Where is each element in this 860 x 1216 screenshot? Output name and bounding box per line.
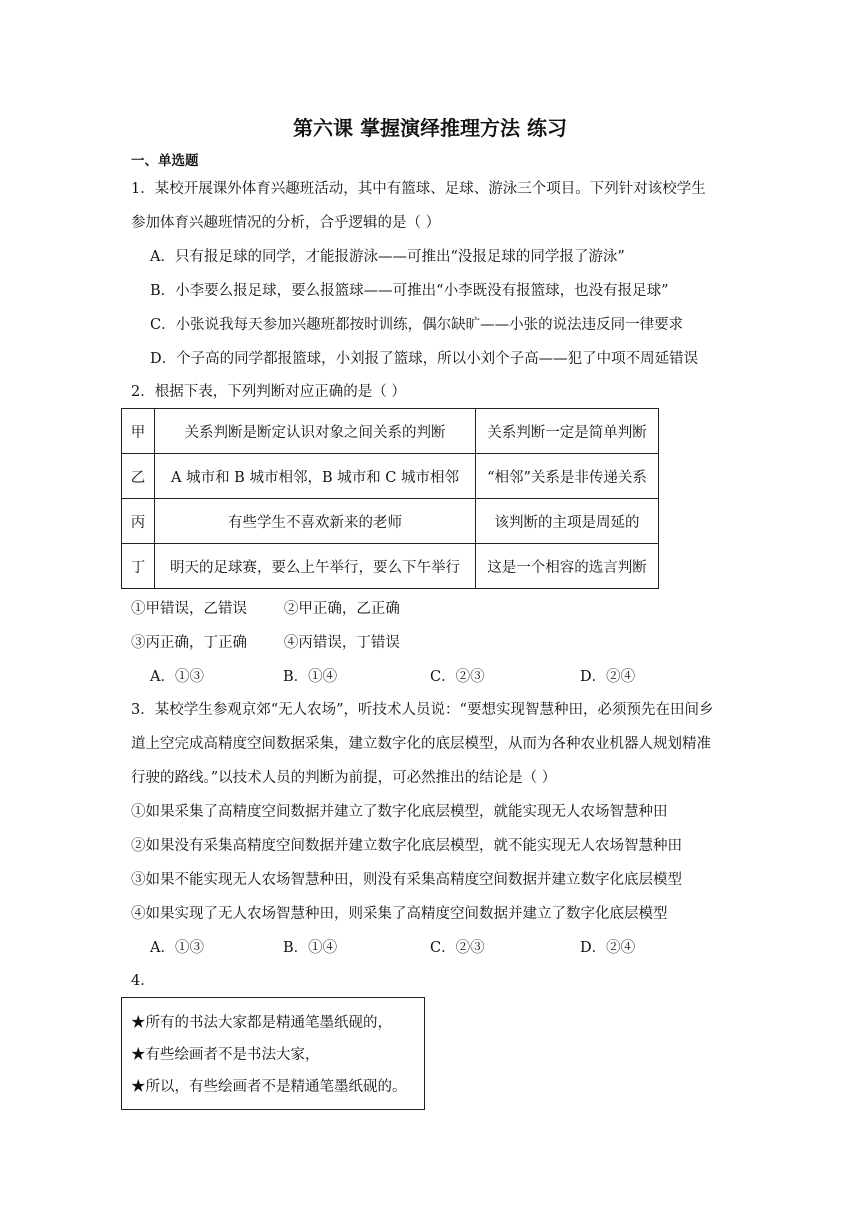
table-cell-judgement: “相邻”关系是非传递关系 <box>476 454 659 499</box>
table-cell-label: 乙 <box>122 454 155 499</box>
q2-choice-d: D．②④ <box>580 669 636 685</box>
q3-choice-c: C．②③ <box>430 940 485 956</box>
q2-choice-c: C．②③ <box>430 669 485 685</box>
table-cell-label: 甲 <box>122 409 155 454</box>
page-title: 第六课 掌握演绎推理方法 练习 <box>293 116 567 140</box>
table-cell-statement: 关系判断是断定认识对象之间关系的判断 <box>155 409 476 454</box>
q1-option-c: C．小张说我每天参加兴趣班都按时训练，偶尔缺旷——小张的说法违反同一律要求 <box>150 317 684 333</box>
q3-choice-d: D．②④ <box>580 940 636 956</box>
q2-table <box>121 408 659 589</box>
table-cell-judgement: 关系判断一定是简单判断 <box>476 409 659 454</box>
table-cell-label: 丙 <box>122 499 155 544</box>
q2-claims-line-1: ①甲错误，乙错误 ②甲正确，乙正确 <box>131 601 400 617</box>
q3-choice-a: A．①③ <box>150 940 204 956</box>
q3-claim-3: ③如果不能实现无人农场智慧种田，则没有采集高精度空间数据并建立数字化底层模型 <box>131 872 682 888</box>
q3-claim-2: ②如果没有采集高精度空间数据并建立数字化底层模型，就不能实现无人农场智慧种田 <box>131 838 682 854</box>
q1-option-a: A．只有报足球的同学，才能报游泳——可推出“没报足球的同学报了游泳” <box>150 249 625 265</box>
table-row <box>122 544 659 589</box>
section-heading: 一、单选题 <box>131 153 199 169</box>
table-cell-statement: A 城市和 B 城市相邻，B 城市和 C 城市相邻 <box>155 454 476 499</box>
q2-choice-a: A．①③ <box>150 669 204 685</box>
q2-claims-line-2: ③丙正确，丁正确 ④丙错误，丁错误 <box>131 635 400 651</box>
table-cell-judgement: 这是一个相容的选言判断 <box>476 544 659 589</box>
q4-box-line-3: ★所以，有些绘画者不是精通笔墨纸砚的。 <box>131 1079 407 1095</box>
q4-syllogism-box <box>121 997 425 1110</box>
q1-stem-line-2: 参加体育兴趣班情况的分析，合乎逻辑的是（ ） <box>131 215 441 231</box>
q2-choices <box>150 667 710 687</box>
table-row <box>122 499 659 544</box>
q2-choice-b: B．①④ <box>283 669 338 685</box>
q3-claim-1: ①如果采集了高精度空间数据并建立了数字化底层模型，就能实现无人农场智慧种田 <box>131 804 668 820</box>
table-cell-label: 丁 <box>122 544 155 589</box>
q4-box-line-2: ★有些绘画者不是书法大家， <box>131 1047 320 1063</box>
q1-option-d: D．个子高的同学都报篮球，小刘报了篮球，所以小刘个子高——犯了中项不周延错误 <box>150 351 699 367</box>
q3-stem-line-2: 道上空完成高精度空间数据采集，建立数字化的底层模型，从而为各种农业机器人规划精准 <box>131 736 711 752</box>
q1-stem-line-1: 1．某校开展课外体育兴趣班活动，其中有篮球、足球、游泳三个项目。下列针对该校学生 <box>131 181 706 197</box>
q4-stem: 4． <box>131 973 155 989</box>
q3-stem-line-3: 行驶的路线。”以技术人员的判断为前提，可必然推出的结论是（ ） <box>131 770 557 786</box>
q4-box-line-1: ★所有的书法大家都是精通笔墨纸砚的， <box>131 1015 392 1031</box>
table-cell-statement: 有些学生不喜欢新来的老师 <box>155 499 476 544</box>
q3-claim-4: ④如果实现了无人农场智慧种田，则采集了高精度空间数据并建立了数字化底层模型 <box>131 906 668 922</box>
q3-choices <box>150 938 710 958</box>
q1-option-b: B．小李要么报足球，要么报篮球——可推出“小李既没有报篮球，也没有报足球” <box>150 283 669 299</box>
table-row <box>122 454 659 499</box>
table-cell-judgement: 该判断的主项是周延的 <box>476 499 659 544</box>
q3-stem-line-1: 3．某校学生参观京郊“无人农场”，听技术人员说：“要想实现智慧种田，必须预先在田间乡 <box>131 702 714 718</box>
table-row <box>122 409 659 454</box>
table-cell-statement: 明天的足球赛，要么上午举行，要么下午举行 <box>155 544 476 589</box>
q2-stem: 2．根据下表，下列判断对应正确的是（ ） <box>131 384 406 400</box>
q3-choice-b: B．①④ <box>283 940 338 956</box>
